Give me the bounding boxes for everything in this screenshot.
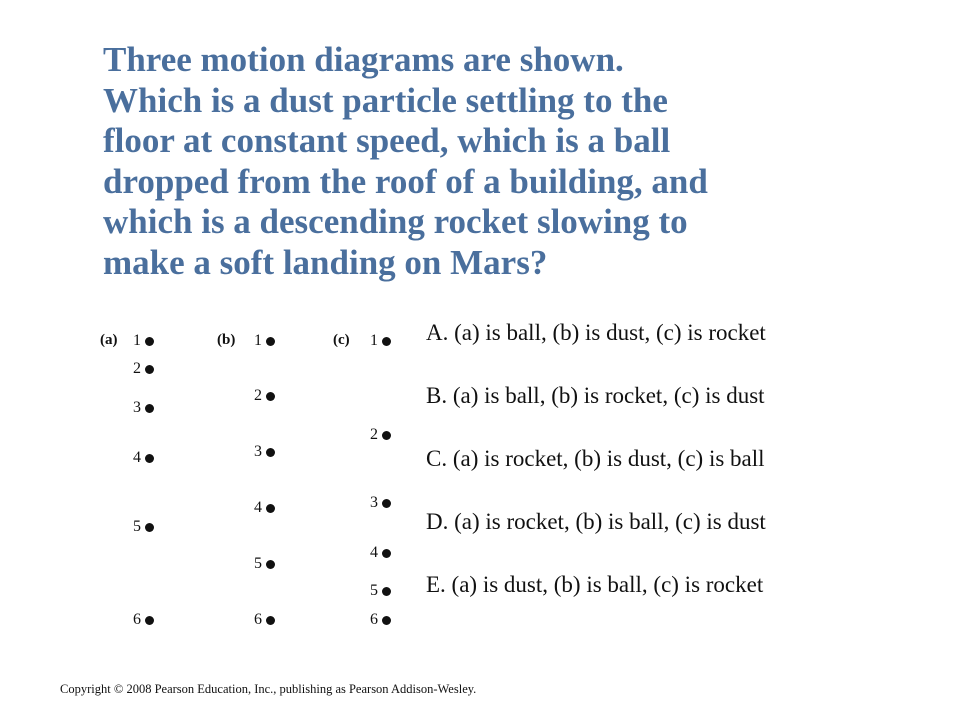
copyright-notice: Copyright © 2008 Pearson Education, Inc., publishing as Pearson Addison-Wesley. — [60, 682, 477, 696]
dot-icon — [382, 616, 391, 625]
diagram-a-point — [127, 397, 154, 419]
diagram-c-point — [364, 492, 391, 514]
diagram-b-point — [248, 330, 275, 352]
dot-icon — [145, 523, 154, 532]
diagram-label-b: (b) — [217, 332, 236, 348]
dot-icon — [382, 337, 391, 346]
diagram-a-point — [127, 330, 154, 352]
dot-icon — [266, 392, 275, 401]
dot-icon — [145, 404, 154, 413]
answer-choice-b[interactable]: B. (a) is ball, (b) is rocket, (c) is dust — [426, 383, 765, 408]
diagram-c-point — [364, 330, 391, 352]
point-number: 5 — [254, 555, 262, 573]
point-number: 3 — [133, 399, 141, 417]
point-number: 4 — [133, 449, 141, 467]
diagram-b-point — [248, 553, 275, 575]
dot-icon — [266, 616, 275, 625]
dot-icon — [145, 616, 154, 625]
diagram-c-point — [364, 580, 391, 602]
point-number: 2 — [254, 387, 262, 405]
diagram-a-point — [127, 447, 154, 469]
dot-icon — [266, 504, 275, 513]
dot-icon — [382, 431, 391, 440]
dot-icon — [382, 549, 391, 558]
answer-choice-e[interactable]: E. (a) is dust, (b) is ball, (c) is rocket — [426, 572, 764, 597]
point-number: 5 — [370, 582, 378, 600]
diagram-c-point — [364, 542, 391, 564]
point-number: 2 — [370, 426, 378, 444]
dot-icon — [145, 337, 154, 346]
diagram-a-point — [127, 516, 154, 538]
question-line: Three motion diagrams are shown. — [103, 40, 624, 79]
question-text — [103, 40, 903, 283]
answer-choices — [426, 316, 766, 631]
point-number: 6 — [254, 611, 262, 629]
diagram-label-c: (c) — [333, 332, 350, 348]
answer-choice-a[interactable]: A. (a) is ball, (b) is dust, (c) is rocket — [426, 320, 766, 345]
diagram-c-point — [364, 609, 391, 631]
diagram-b-point — [248, 441, 275, 463]
question-line: Which is a dust particle settling to the — [103, 80, 668, 120]
diagram-label-a: (a) — [100, 332, 118, 348]
diagram-a-point — [127, 609, 154, 631]
dot-icon — [145, 365, 154, 374]
diagram-c-point — [364, 424, 391, 446]
point-number: 3 — [254, 443, 262, 461]
point-number: 1 — [370, 332, 378, 350]
question-line: which is a descending rocket slowing to — [103, 202, 688, 241]
answer-choice-d[interactable]: D. (a) is rocket, (b) is ball, (c) is dust — [426, 509, 766, 534]
point-number: 2 — [133, 360, 141, 378]
question-line: make a soft landing on Mars? — [103, 242, 548, 282]
diagram-b-point — [248, 497, 275, 519]
point-number: 1 — [254, 332, 262, 350]
point-number: 5 — [133, 518, 141, 536]
dot-icon — [266, 448, 275, 457]
point-number: 3 — [370, 494, 378, 512]
point-number: 4 — [254, 499, 262, 517]
point-number: 4 — [370, 544, 378, 562]
dot-icon — [266, 337, 275, 346]
dot-icon — [145, 454, 154, 463]
diagram-b-point — [248, 609, 275, 631]
question-line: floor at constant speed, which is a ball — [103, 121, 671, 160]
point-number: 6 — [370, 611, 378, 629]
diagram-b-point — [248, 385, 275, 407]
point-number: 1 — [133, 332, 141, 350]
dot-icon — [382, 587, 391, 596]
answer-choice-c[interactable]: C. (a) is rocket, (b) is dust, (c) is ball — [426, 446, 765, 471]
dot-icon — [382, 499, 391, 508]
diagram-a-point — [127, 358, 154, 380]
point-number: 6 — [133, 611, 141, 629]
question-line: dropped from the roof of a building, and — [103, 161, 708, 201]
dot-icon — [266, 560, 275, 569]
